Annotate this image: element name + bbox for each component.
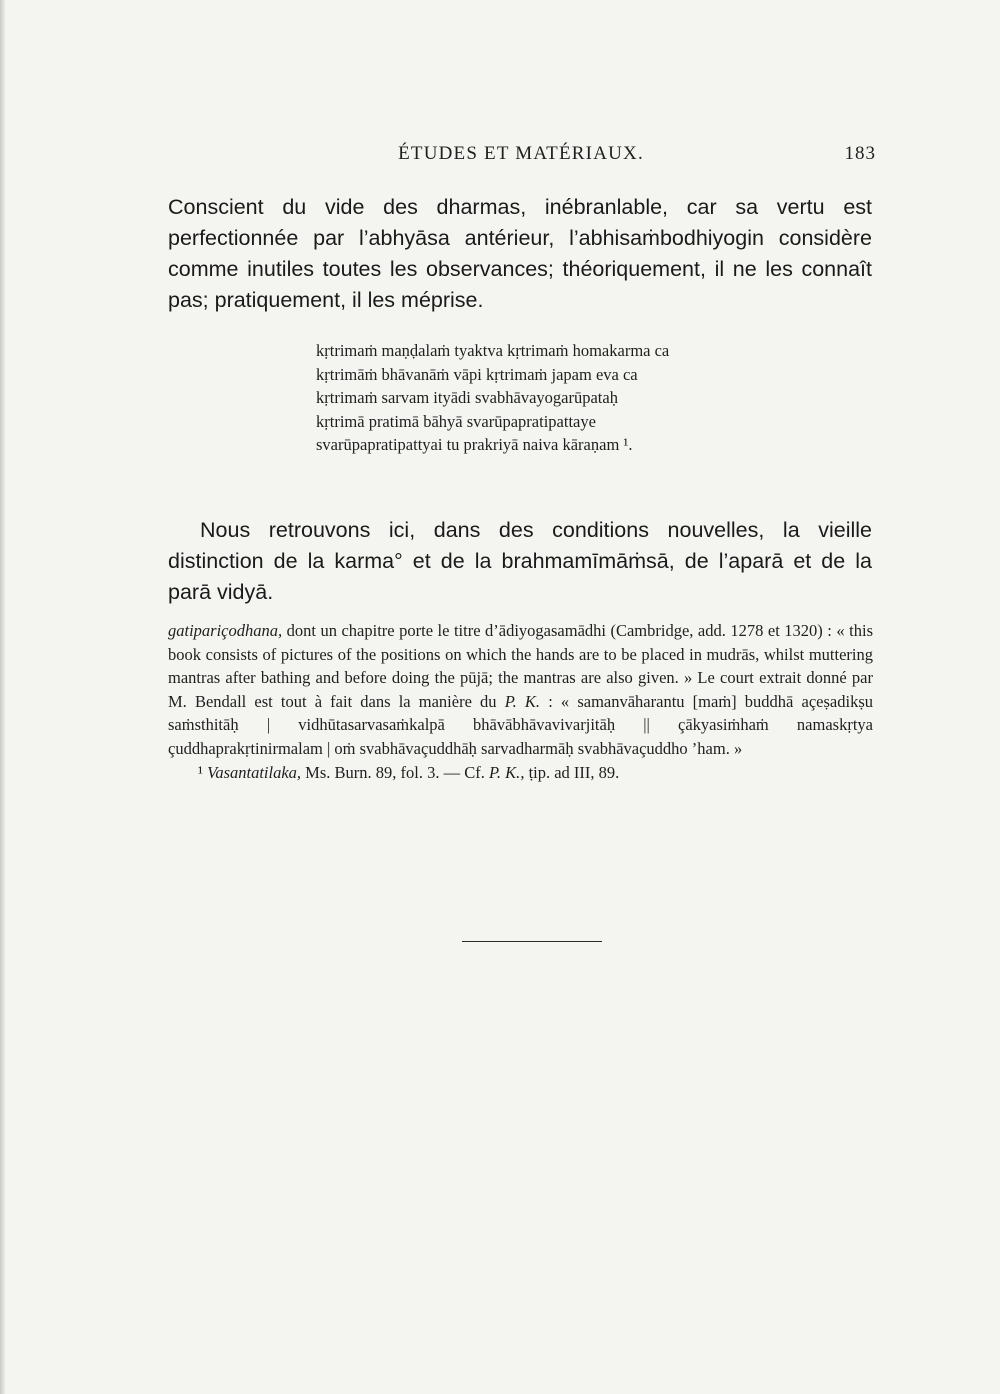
page-number: 183 [844,143,876,164]
footnote-ref: , ṭip. ad III, 89. [520,763,620,782]
footnote-pk: P. K. [504,691,541,711]
section-rule [462,941,602,942]
verse-line: kṛtrimāṁ bhāvanāṁ vāpi kṛtrimaṁ japam eva ca [316,364,638,384]
footnote-text: dont un chapitre porte le titre d’ādiyogasamādhi (Cambridge, add. 1278 et 1320) : « this book consists of pictures of the positions on which the hands are to be placed in mudrās, whilst muttering mantras after bathing and before doing the pūjā; the mantras are also given. » Le court extrait donné par M. Bendall est tout à fait dans la manière du [168,621,873,711]
footnote-continued [168,619,873,760]
footnote-quote: : « samanvāharantu [maṁ] buddhā açeṣadikṣu saṁsthitāḥ | vidhūtasarvasaṁkalpā bhāvābhāvavivarjitāḥ || çākyasiṁhaṁ namaskṛtya çuddhaprakṛtinirmalam | oṁ svabhāvaçuddhāḥ sarvadharmāḥ svabhāvaçuddho ’ham. » [168,691,873,758]
paragraph-nous-retrouvons: Nous retrouvons ici, dans des conditions nouvelles, la vieille distinction de la karma° et de la brahmamīmāṁsā, de l’aparā et de la parā vidyā. [168,518,872,604]
running-head [166,143,876,171]
verse-line: kṛtrimā pratimā bāhyā svarūpapratipattaye [316,411,596,431]
footnote-marker: ¹ [198,763,203,782]
paragraph-conscient: Conscient du vide des dharmas, inébranlable, car sa vertu est perfectionnée par l’abhyāsa antérieur, l’abhisaṁbodhiyogin considère comme inutiles toutes les observances; théoriquement, il ne les connaît pas; pratiquement, il les méprise. [168,195,872,312]
footnote-pk: P. K. [488,763,521,782]
verse-line: kṛtrimaṁ maṇḍalaṁ tyaktva kṛtrimaṁ homakarma ca [316,341,670,360]
footnote-title: Vasantatilaka, [207,763,302,782]
footnotes [168,619,873,785]
verse-line: kṛtrimaṁ sarvam ityādi svabhāvayogarūpataḥ [316,388,618,407]
show-through-text [160,890,875,1280]
sanskrit-verse [316,339,786,457]
footnote-ref: Ms. Burn. 89, fol. 3. — Cf. [301,763,489,782]
verse-line: svarūpapratipattyai tu prakriyā naiva kāraṇam ¹. [316,435,633,454]
footnote-1 [168,761,873,785]
running-head-title: ÉTUDES ET MATÉRIAUX. [398,143,644,164]
footnote-title: gatipariçodhana, [168,621,283,640]
